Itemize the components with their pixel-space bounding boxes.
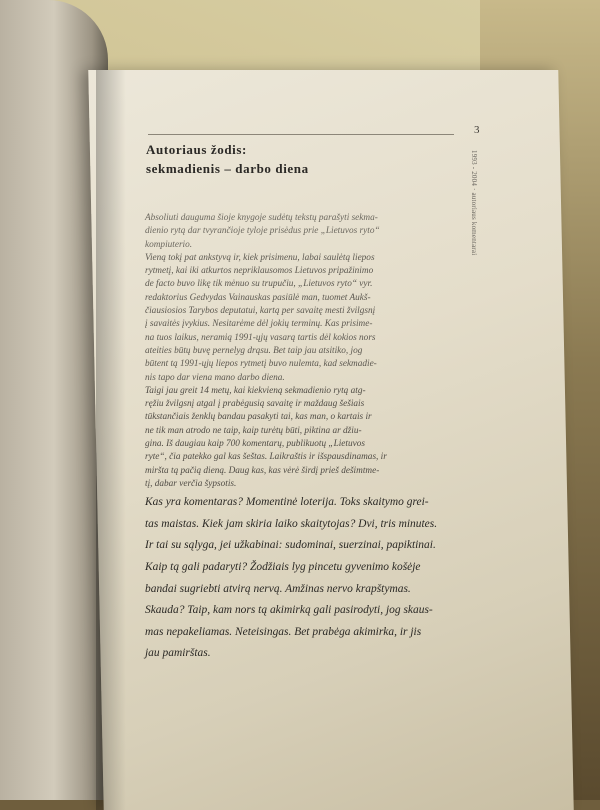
paragraph-3	[145, 385, 475, 491]
text-line: ateities būtų buvę pernelyg drąsu. Bet taip jau atsitiko, jog	[145, 345, 363, 356]
text-line: į savaitės įvykius. Nesitarėme dėl jokių terminų. Kas prisime-	[145, 319, 373, 330]
text-line: būtent tą 1991-ųjų liepos rytmetį buvo nulemta, kad sekmadie-	[145, 359, 377, 370]
text-line: rytmetį, kai iki atkurtos nepriklausomos Lietuvos pripažinimo	[145, 266, 374, 277]
text-line: ręžiu žvilgsnį atgal į prabėgusią savaitę ir maždaug šešiais	[145, 399, 365, 410]
body-text	[145, 212, 475, 664]
text-line: ryte“, čia patekko gal kas šeštas. Laikraštis ir išspausdinamas, ir	[145, 452, 387, 463]
paragraph-1	[145, 212, 475, 252]
text-line: čiausiosios Tarybos deputatui, kartą per savaitę mesti žvilgsnį	[145, 306, 376, 317]
text-line: tį, dabar verčia šypsotis.	[145, 478, 237, 489]
text-line: mas nepakeliamas. Neteisingas. Bet prabėga akimirka, ir jis	[145, 624, 422, 638]
header-rule	[148, 134, 454, 135]
text-line: Vieną tokį pat ankstyvą ir, kiek prisimenu, labai saulėtą liepos	[145, 252, 375, 263]
heading-line-1: Autoriaus žodis:	[146, 142, 247, 157]
text-line: dienio rytą dar tvyrančioje tyloje prisėdus prie „Lietuvos ryto“	[145, 226, 380, 237]
text-line: miršta tą pačią dieną. Daug kas, kas vėrė širdį prieš dešimtme-	[145, 465, 380, 476]
text-line: na tuos laikus, neramią 1991-ųjų vasarą tartis dėl kokios nors	[145, 332, 376, 343]
text-line: Kaip tą gali padaryti? Žodžiais lyg pincetu gyvenimo košėje	[145, 560, 421, 574]
heading-line-2: sekmadienis – darbo diena	[146, 161, 309, 176]
text-line: Absoliuti dauguma šioje knygoje sudėtų tekstų parašyti sekma-	[145, 213, 378, 223]
text-line: de facto buvo likę tik mėnuo su trupučiu, „Lietuvos ryto“ vyr.	[145, 279, 373, 290]
gutter-shadow	[96, 70, 126, 810]
text-line: Skauda? Taip, kam nors tą akimirką gali pasirodyti, jog skaus-	[145, 603, 433, 617]
text-line: bandai sugriebti atvirą nervą. Amžinas nervo krapštymas.	[145, 581, 411, 595]
paragraph-4	[145, 491, 475, 664]
paragraph-2	[145, 252, 475, 385]
chapter-heading	[146, 140, 466, 178]
text-line: gina. Iš daugiau kaip 700 komentarų, publikuotų „Lietuvos	[145, 439, 365, 450]
running-side-text: 1993 - 2004 · autoriaus komentarai	[470, 150, 478, 256]
text-line: redaktorius Gedvydas Vainauskas pasiūlė man, tuomet Aukš-	[145, 292, 371, 303]
text-line: Taigi jau greit 14 metų, kai kiekvieną sekmadienio rytą atg-	[145, 385, 366, 396]
text-line: kompiuterio.	[145, 239, 193, 250]
text-line: tas maistas. Kiek jam skiria laiko skaitytojas? Dvi, tris minutes.	[145, 516, 438, 530]
page-number: 3	[474, 124, 480, 136]
text-line: jau pamirštas.	[145, 646, 211, 660]
text-line: ne tik man atrodo ne taip, kaip turėtų būti, piktina ar džiu-	[145, 425, 362, 436]
text-line: Ir tai su sąlyga, jei užkabinai: sudominai, suerzinai, papiktinai.	[145, 538, 436, 552]
text-line: nis tapo dar viena mano darbo diena.	[145, 372, 285, 383]
text-line: Kas yra komentaras? Momentinė loterija. Toks skaitymo grei-	[145, 495, 429, 509]
text-line: tūkstančiais ženklų bandau pasakyti tai, kas man, o kartais ir	[145, 412, 372, 423]
